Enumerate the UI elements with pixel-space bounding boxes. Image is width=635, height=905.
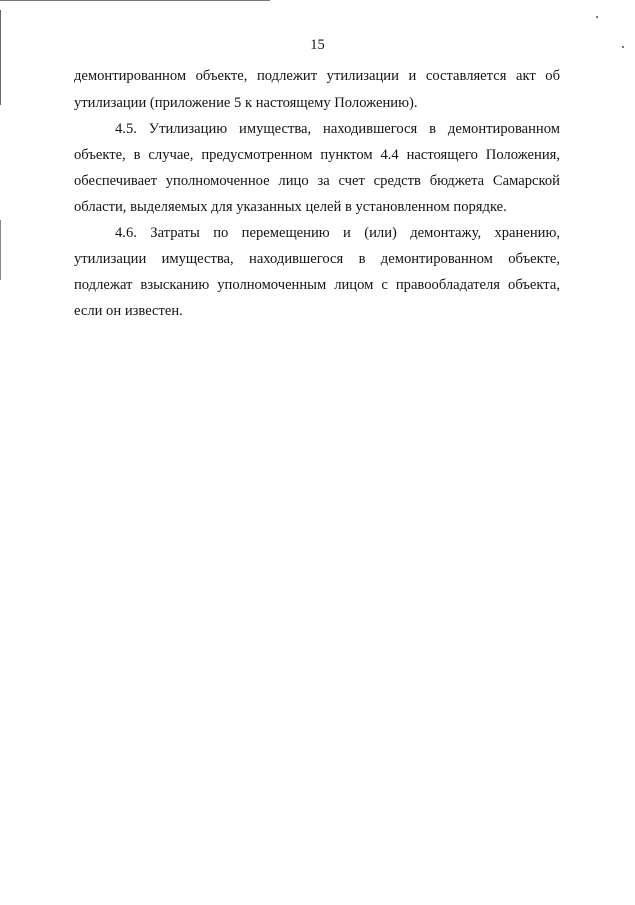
page-number: 15 [310,37,325,53]
text-line: утилизации (приложение 5 к настоящему Положению). [74,95,418,111]
paragraph-4-6-first-line: 4.6. Затраты по перемещению и (или) демонтажу, хранению, [115,225,560,241]
text-line: подлежат взысканию уполномоченным лицом с правообладателя объекта, [74,277,560,293]
paragraph-4-5-first-line: 4.5. Утилизацию имущества, находившегося в демонтированном [115,121,560,137]
scan-edge-top [0,0,270,1]
text-line: области, выделяемых для указанных целей в установленном порядке. [74,199,507,215]
text-line: обеспечивает уполномоченное лицо за счет средств бюджета Самарской [74,173,560,189]
text-line: демонтированном объекте, подлежит утилизации и составляется акт об [74,68,560,84]
text-line: если он известен. [74,303,183,319]
scan-speck-1 [596,16,598,18]
scan-edge-left-1 [0,10,1,105]
text-line: утилизации имущества, находившегося в демонтированном объекте, [74,251,560,267]
text-line: объекте, в случае, предусмотренном пунктом 4.4 настоящего Положения, [74,147,560,163]
scan-edge-left-2 [0,220,1,280]
